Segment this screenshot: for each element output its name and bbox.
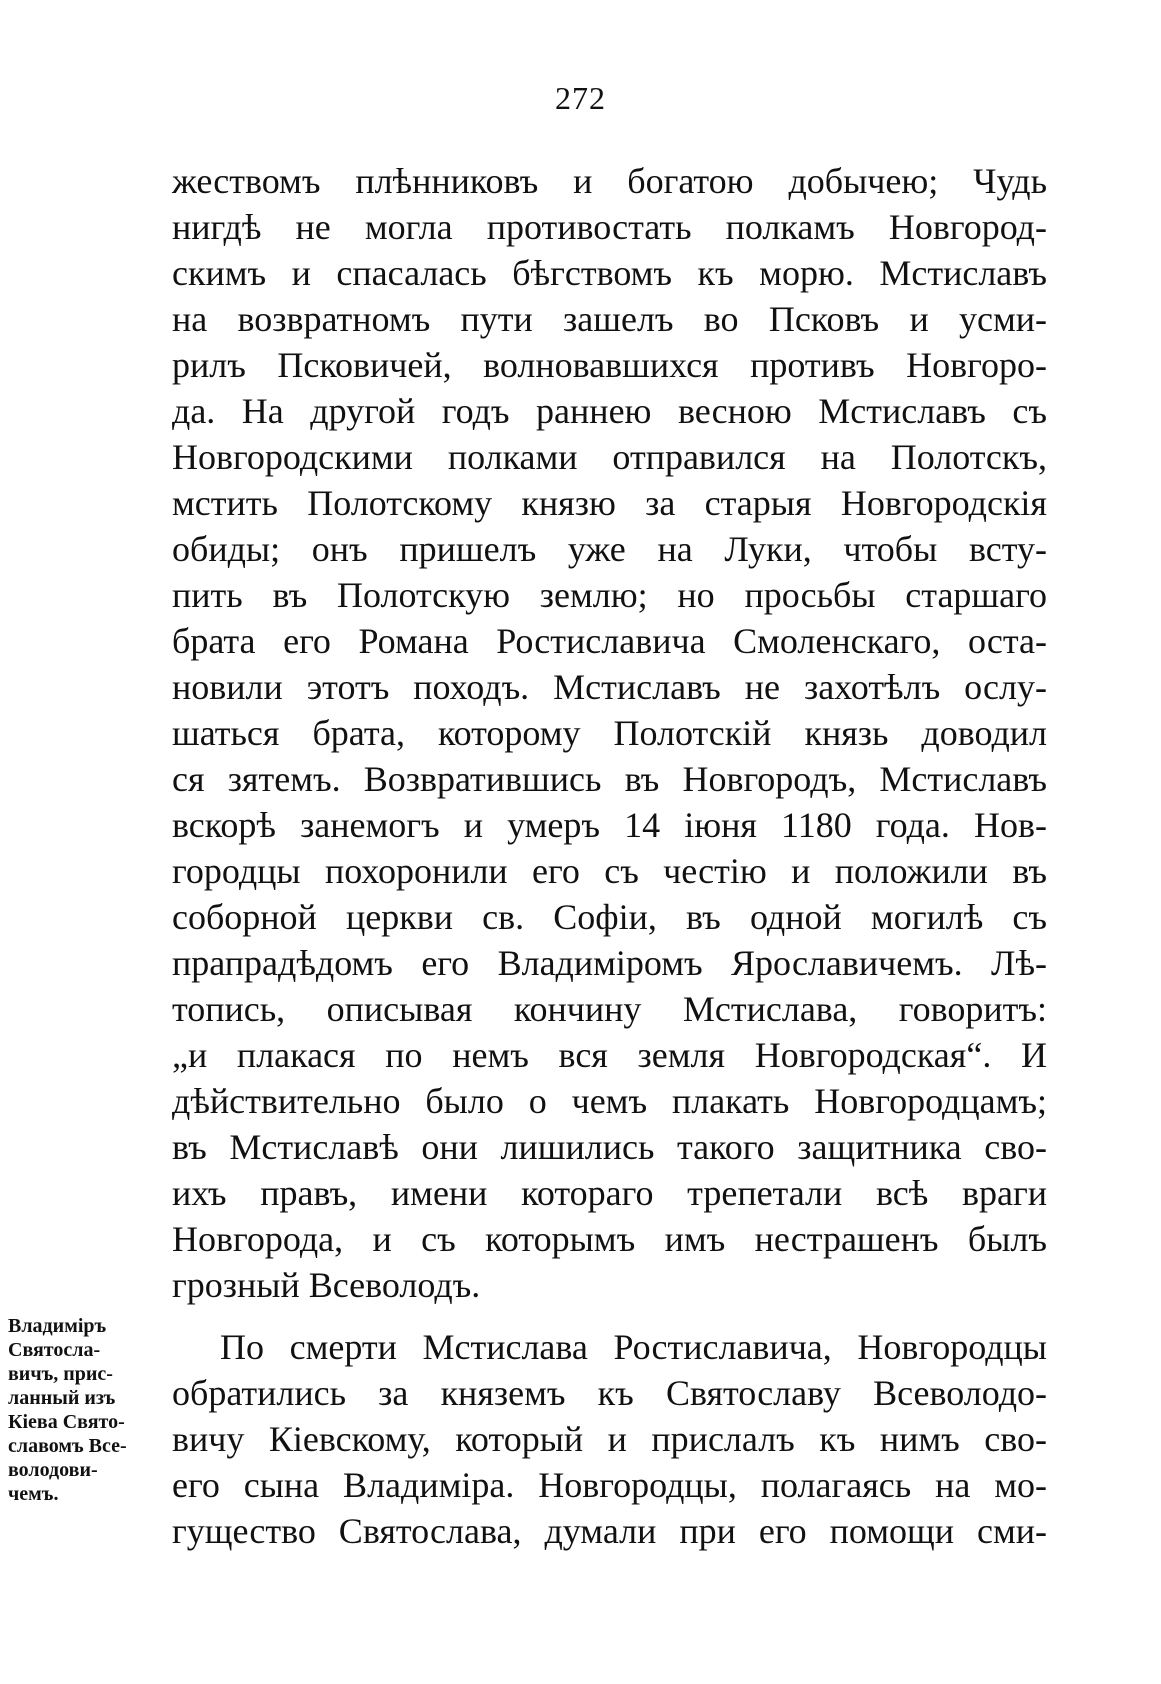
text-line: на возвратномъ пути зашелъ во Псковъ и усми-: [172, 299, 1047, 339]
text-line: шаться брата, которому Полотскій князь доводил: [172, 713, 1047, 753]
text-line: скимъ и спасалась бѣгствомъ къ морю. Мстиславъ: [172, 253, 1047, 293]
text-line: рилъ Псковичей, волновавшихся противъ Новгоро-: [172, 345, 1047, 385]
text-line: прапрадѣдомъ его Владиміромъ Ярославичемъ. Лѣ-: [172, 943, 1047, 983]
page-number: 272: [555, 80, 606, 116]
text-line: жествомъ плѣнниковъ и богатою добычею; Чудь: [172, 161, 1047, 201]
text-line: ихъ правъ, имени котораго трепетали всѣ враги: [172, 1173, 1047, 1213]
marginal-note-line: ланный изъ: [8, 1387, 116, 1409]
paragraph-1: [172, 158, 1047, 1308]
marginal-note-line: Святосла-: [8, 1339, 101, 1361]
text-line: Новгорода, и съ которымъ имъ нестрашенъ былъ: [172, 1219, 1047, 1259]
marginal-note-line: Владиміръ: [8, 1315, 107, 1337]
text-line: соборной церкви св. Софіи, въ одной могилѣ съ: [172, 897, 1047, 937]
text-line: новили этотъ походъ. Мстиславъ не захотѣлъ ослу-: [172, 667, 1047, 707]
text-line: нигдѣ не могла противостать полкамъ Новгород-: [172, 207, 1047, 247]
text-line: обратились за княземъ къ Святославу Всеволодо-: [172, 1373, 1047, 1413]
paragraph-2: [172, 1324, 1047, 1554]
text-line: въ Мстиславѣ они лишились такого защитника сво-: [172, 1127, 1047, 1167]
text-line: обиды; онъ пришелъ уже на Луки, чтобы всту-: [172, 529, 1047, 569]
marginal-note-line: володови-: [8, 1459, 98, 1481]
text-line: гущество Святослава, думали при его помощи сми-: [172, 1511, 1047, 1551]
text-line: грозный Всеволодъ.: [172, 1265, 481, 1305]
text-line: По смерти Мстислава Ростиславича, Новгородцы: [220, 1327, 1047, 1367]
text-line: ся зятемъ. Возвратившись въ Новгородъ, Мстиславъ: [172, 759, 1047, 799]
paragraph-gap: [172, 1308, 1047, 1324]
text-line: дѣйствительно было о чемъ плакать Новгородцамъ;: [172, 1081, 1047, 1121]
text-line: брата его Романа Ростиславича Смоленскаго, оста-: [172, 621, 1047, 661]
text-line: его сына Владиміра. Новгородцы, полагаясь на мо-: [172, 1465, 1047, 1505]
text-line: вскорѣ занемогъ и умеръ 14 іюня 1180 года. Нов-: [172, 805, 1047, 845]
body-text: [172, 158, 1047, 1554]
text-line: „и плакася по немъ вся земля Новгородская“. И: [172, 1035, 1047, 1075]
text-line: топись, описывая кончину Мстислава, говоритъ:: [172, 989, 1047, 1029]
marginal-note-line: чемъ.: [8, 1483, 59, 1505]
text-line: да. На другой годъ раннею весною Мстиславъ съ: [172, 391, 1047, 431]
text-line: Новгородскими полками отправился на Полотскъ,: [172, 437, 1047, 477]
text-line: пить въ Полотскую землю; но просьбы старшаго: [172, 575, 1047, 615]
marginal-note-line: вичъ, прис-: [8, 1363, 113, 1385]
marginal-note-line: славомъ Все-: [8, 1435, 127, 1457]
text-line: вичу Кіевскому, который и прислалъ къ нимъ сво-: [172, 1419, 1047, 1459]
marginal-note-line: Кіева Свято-: [8, 1411, 125, 1433]
text-line: мстить Полотскому князю за старыя Новгородскія: [172, 483, 1047, 523]
marginal-note: [8, 1314, 168, 1506]
text-line: городцы похоронили его съ честію и положили въ: [172, 851, 1047, 891]
